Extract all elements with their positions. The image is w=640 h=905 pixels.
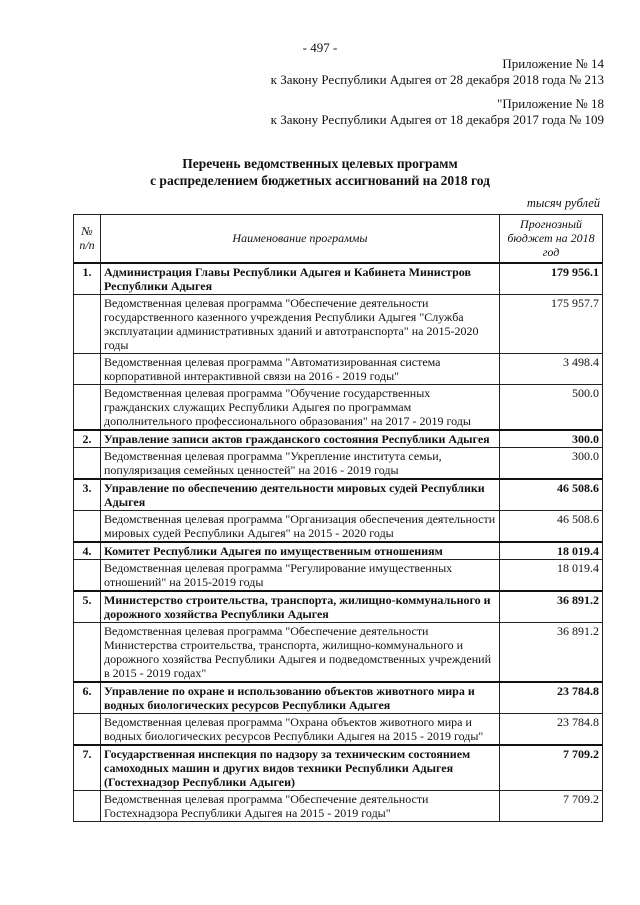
budget-amount: 18 019.4 [500, 559, 603, 591]
program-row [74, 384, 603, 430]
budget-amount: 300.0 [500, 447, 603, 479]
program-name: Ведомственная целевая программа "Обеспечение деятельности Министерства строительства, транспорта, жилищно-коммунального и дорожного хозяйства Республики Адыгея и подведомственных учреждений в 2015 - 2019 годах" [101, 622, 500, 682]
row-number: 4. [74, 542, 101, 560]
budget-amount: 7 709.2 [500, 790, 603, 821]
unit-label: тысяч рублей [526, 196, 600, 210]
row-number [74, 559, 101, 591]
page-number: - 497 - [302, 40, 338, 55]
budget-amount: 36 891.2 [500, 622, 603, 682]
organization-name: Управление по обеспечению деятельности мировых судей Республики Адыгея [101, 479, 500, 511]
budget-amount: 500.0 [500, 384, 603, 430]
budget-amount: 3 498.4 [500, 353, 603, 384]
appendix-previous-law: к Закону Республики Адыгея от 18 декабря 2017 года № 109 [270, 112, 604, 127]
program-name: Ведомственная целевая программа "Организация обеспечения деятельности мировых судей Республики Адыгея" на 2015 - 2020 годы [101, 510, 500, 542]
appendix-current [271, 56, 604, 88]
program-row [74, 510, 603, 542]
row-number [74, 713, 101, 745]
program-row [74, 294, 603, 353]
header-budget: Прогнозный бюджет на 2018 год [500, 215, 603, 263]
row-number: 6. [74, 682, 101, 714]
budget-amount: 23 784.8 [500, 682, 603, 714]
row-number: 1. [74, 263, 101, 295]
organization-row [74, 682, 603, 714]
row-number: 2. [74, 430, 101, 448]
organization-name: Управление по охране и использованию объектов животного мира и водных биологических ресурсов Республики Адыгея [101, 682, 500, 714]
program-row [74, 713, 603, 745]
appendix-current-number: Приложение № 14 [502, 56, 604, 71]
budget-amount: 175 957.7 [500, 294, 603, 353]
program-row [74, 447, 603, 479]
organization-row [74, 542, 603, 560]
program-name: Ведомственная целевая программа "Укрепление института семьи, популяризация семейных ценностей" на 2016 - 2019 годы [101, 447, 500, 479]
budget-amount: 46 508.6 [500, 479, 603, 511]
program-row [74, 559, 603, 591]
document-title [0, 155, 640, 189]
program-row [74, 622, 603, 682]
organization-row [74, 591, 603, 623]
header-name: Наименование программы [101, 215, 500, 263]
organization-name: Государственная инспекция по надзору за техническим состоянием самоходных машин и других видов техники Республики Адыгея (Гостехнадзор Республики Адыгеи) [101, 745, 500, 791]
organization-name: Администрация Главы Республики Адыгея и Кабинета Министров Республики Адыгея [101, 263, 500, 295]
row-number [74, 622, 101, 682]
budget-amount: 18 019.4 [500, 542, 603, 560]
row-number [74, 790, 101, 821]
program-name: Ведомственная целевая программа "Охрана объектов животного мира и водных биологических ресурсов Республики Адыгея на 2015 - 2019 годы" [101, 713, 500, 745]
row-number [74, 384, 101, 430]
program-name: Ведомственная целевая программа "Обеспечение деятельности Гостехнадзора Республики Адыгея на 2015 - 2019 годы" [101, 790, 500, 821]
organization-name: Комитет Республики Адыгея по имущественным отношениям [101, 542, 500, 560]
organization-row [74, 263, 603, 295]
organization-name: Министерство строительства, транспорта, жилищно-коммунального и дорожного хозяйства Республики Адыгея [101, 591, 500, 623]
program-row [74, 353, 603, 384]
appendix-previous [271, 96, 604, 128]
title-line-1: Перечень ведомственных целевых программ [182, 156, 458, 171]
organization-row [74, 430, 603, 448]
title-line-2: с распределением бюджетных ассигнований на 2018 год [150, 173, 490, 188]
program-name: Ведомственная целевая программа "Автоматизированная система корпоративной интерактивной связи на 2016 - 2019 годы" [101, 353, 500, 384]
row-number [74, 447, 101, 479]
program-name: Ведомственная целевая программа "Обеспечение деятельности государственного казенного учреждения Республики Адыгея "Служба эксплуатации административных зданий и автотранспорта" на 2015-2020 годы [101, 294, 500, 353]
budget-amount: 179 956.1 [500, 263, 603, 295]
header-number: № п/п [74, 215, 101, 263]
row-number [74, 294, 101, 353]
budget-amount: 7 709.2 [500, 745, 603, 791]
budget-amount: 300.0 [500, 430, 603, 448]
programs-table [73, 214, 603, 822]
row-number [74, 510, 101, 542]
budget-amount: 46 508.6 [500, 510, 603, 542]
program-name: Ведомственная целевая программа "Регулирование имущественных отношений" на 2015-2019 годы [101, 559, 500, 591]
organization-name: Управление записи актов гражданского состояния Республики Адыгея [101, 430, 500, 448]
row-number [74, 353, 101, 384]
row-number: 7. [74, 745, 101, 791]
organization-row [74, 745, 603, 791]
table-body [74, 263, 603, 822]
row-number: 3. [74, 479, 101, 511]
budget-amount: 36 891.2 [500, 591, 603, 623]
program-row [74, 790, 603, 821]
organization-row [74, 479, 603, 511]
program-name: Ведомственная целевая программа "Обучение государственных гражданских служащих Республики Адыгея по программам дополнительного профессионального образования" на 2017 - 2019 годы [101, 384, 500, 430]
budget-amount: 23 784.8 [500, 713, 603, 745]
row-number: 5. [74, 591, 101, 623]
table-header-row [74, 215, 603, 263]
appendix-previous-number: "Приложение № 18 [497, 96, 604, 111]
appendix-current-law: к Закону Республики Адыгея от 28 декабря 2018 года № 213 [270, 72, 604, 87]
